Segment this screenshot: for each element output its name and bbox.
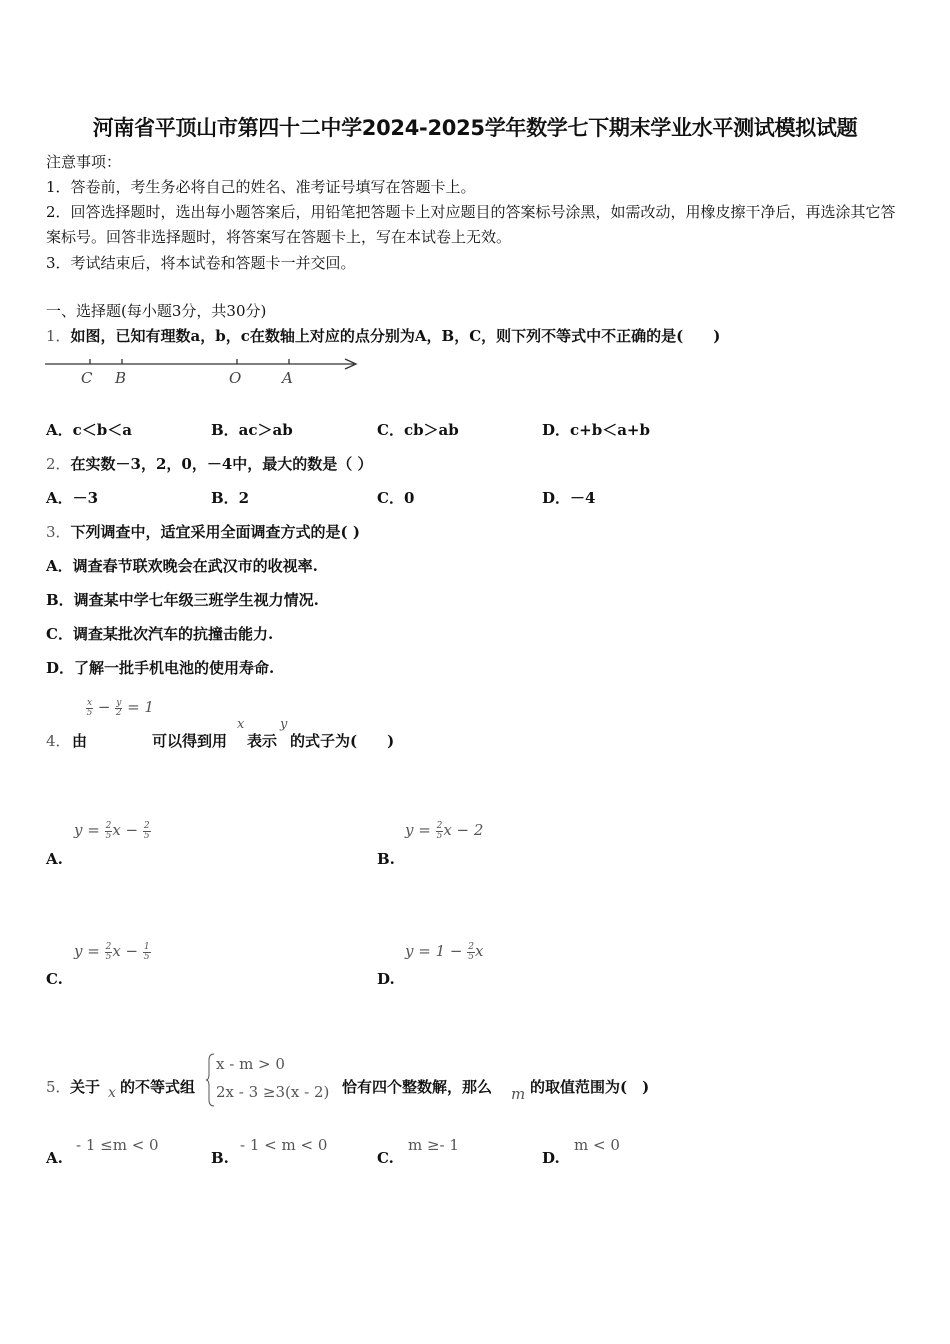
section-heading: 一、选择题(每小题3分，共30分) [46, 302, 267, 320]
q5-option-c-formula: m ≥- 1 [408, 1136, 459, 1154]
q2-option-a: A．－3 [46, 489, 99, 507]
question-number: 1． [46, 327, 71, 345]
question-text: 如图，已知有理数a，b，c在数轴上对应的点分别为A，B，C，则下列不等式中不正确的是( ) [70, 327, 721, 345]
number-line-figure [40, 352, 365, 388]
axis-label-b: B [115, 369, 127, 387]
q4-formula-b: y = $\frac{2}{5}$ x − 2 [405, 820, 484, 841]
q5-option-c-label: C. [377, 1149, 394, 1167]
q5-option-a-label: A. [46, 1149, 63, 1167]
question-number: 3． [46, 523, 71, 541]
q5-text-part1: 关于 [70, 1078, 101, 1096]
q5-option-d-formula: m < 0 [574, 1136, 620, 1154]
q4-text-part1: 由 [72, 732, 88, 750]
question-number: 4． [46, 732, 71, 750]
q1-option-a: A．c＜b＜a [46, 421, 132, 439]
q4-given-equation: $\frac{x}{5}$ − $\frac{y}{2}$ = 1 [86, 697, 154, 718]
axis-label-a: A [282, 369, 293, 387]
inequality-1: x - m > 0 [216, 1055, 285, 1073]
q5-option-d-label: D. [542, 1149, 560, 1167]
question-text: 下列调查中，适宜采用全面调查方式的是( ) [70, 523, 360, 541]
fraction: $\frac{x}{5}$ [86, 697, 93, 718]
q5-option-a-formula: - 1 ≤m < 0 [76, 1136, 159, 1154]
q4-var-x: x [237, 717, 245, 732]
question-2 [46, 452, 373, 477]
left-brace-icon [206, 1052, 216, 1108]
q4-formula-c: y = $\frac{2}{5}$ x − $\frac{1}{5}$ [74, 941, 150, 962]
q4-formula-a: y = $\frac{2}{5}$ x − $\frac{2}{5}$ [74, 820, 150, 841]
q2-option-b: B．2 [211, 489, 250, 507]
q4-var-y: y [280, 717, 288, 732]
note-item: 3．考试结束后，将本试卷和答题卡一并交回。 [46, 254, 356, 272]
q5-var-x: x [108, 1085, 116, 1101]
q2-option-d: D．－4 [542, 489, 596, 507]
note-item: 2．回答选择题时，选出每小题答案后，用铅笔把答题卡上对应题目的答案标号涂黑，如需改动，用橡皮擦干净后，再选涂其它答案标号。回答非选择题时，将答案写在答题卡上，写在本试卷上无效。 [46, 203, 896, 246]
q2-option-c: C．0 [377, 489, 415, 507]
question-3 [46, 520, 360, 545]
q4-option-d-label: D. [377, 970, 395, 988]
q5-option-b-label: B. [211, 1149, 229, 1167]
question-text: 在实数－3，2，0，－4中，最大的数是（ ） [70, 455, 373, 473]
q3-option-d: D．了解一批手机电池的使用寿命. [46, 659, 275, 677]
question-number: 2． [46, 455, 71, 473]
q4-option-c-label: C. [46, 970, 63, 988]
axis-label-c: C [81, 369, 93, 387]
page-title: 河南省平顶山市第四十二中学2024-2025学年数学七下期末学业水平测试模拟试题 [92, 116, 858, 140]
inequality-system [216, 1050, 329, 1106]
q4-option-a-label: A. [46, 850, 63, 868]
inequality-2: 2x - 3 ≥3(x - 2) [216, 1083, 330, 1101]
q1-option-c: C．cb＞ab [377, 421, 459, 439]
q4-text-part2: 可以得到用 [152, 732, 228, 750]
q4-formula-d: y = 1 − $\frac{2}{5}$ x [405, 941, 484, 962]
q3-option-c: C．调查某批次汽车的抗撞击能力. [46, 625, 274, 643]
q3-option-a: A．调查春节联欢晚会在武汉市的收视率. [46, 557, 318, 575]
q1-option-b: B．ac＞ab [211, 421, 293, 439]
q4-option-b-label: B. [377, 850, 395, 868]
q5-text-part4: 的取值范围为( ) [530, 1078, 650, 1096]
q3-option-b: B．调查某中学七年级三班学生视力情况. [46, 591, 319, 609]
q5-var-m: m [511, 1085, 526, 1103]
q5-text-part2: 的不等式组 [120, 1078, 196, 1096]
q1-option-d: D．c+b＜a+b [542, 421, 650, 439]
q5-option-b-formula: - 1 < m < 0 [240, 1136, 328, 1154]
note-item: 1．答卷前，考生务必将自己的姓名、准考证号填写在答题卡上。 [46, 178, 476, 196]
q4-text-part3: 表示 [247, 732, 278, 750]
question-number: 5． [46, 1078, 71, 1096]
question-1 [46, 324, 720, 349]
fraction: $\frac{y}{2}$ [115, 697, 122, 718]
q4-text-part4: 的式子为( ) [290, 732, 395, 750]
q5-text-part3: 恰有四个整数解，那么 [342, 1078, 493, 1096]
notes-heading: 注意事项： [46, 153, 122, 171]
axis-label-o: O [229, 369, 242, 387]
